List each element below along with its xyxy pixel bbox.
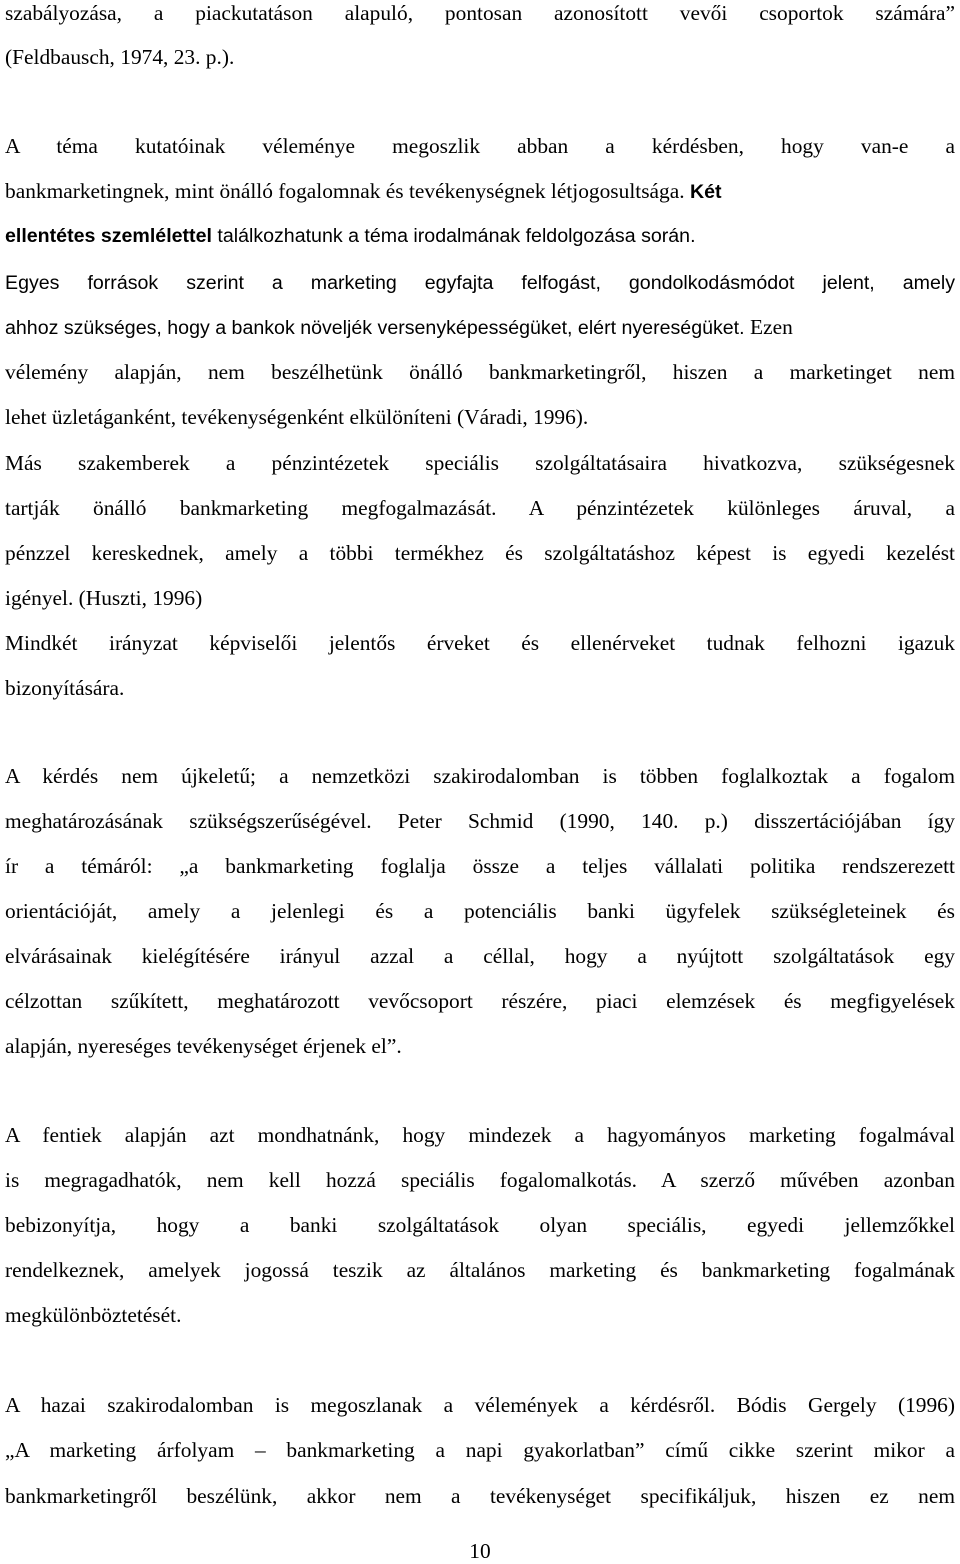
text-line: célzottan szűkített, meghatározott vevőcsoport részére, piaci elemzések és megfigyelések [5, 989, 955, 1013]
text-line: Más szakemberek a pénzintézetek speciális szolgáltatásaira hivatkozva, szükségesnek [5, 451, 955, 475]
page-number: 10 [469, 1539, 491, 1563]
text-line: Egyes források szerint a marketing egyfajta felfogást, gondolkodásmódot jelent, amely [5, 272, 955, 294]
text-line: is megragadhatók, nem kell hozzá speciális fogalomalkotás. A szerző művében azonban [5, 1168, 955, 1192]
text-line: bankmarketingnek, mint önálló fogalomnak és tevékenységnek létjogosultsága. Két [5, 179, 722, 203]
text-line: ahhoz szükséges, hogy a bankok növeljék versenyképességüket, elért nyereségüket. Ezen [5, 315, 793, 339]
text-line: Mindkét irányzat képviselői jelentős érveket és ellenérveket tudnak felhozni igazuk [5, 631, 955, 655]
text-line: vélemény alapján, nem beszélhetünk önálló bankmarketingről, hiszen a marketinget nem [5, 360, 955, 384]
text-line: bankmarketingről beszélünk, akkor nem a tevékenységet specifikáljuk, hiszen ez nem [5, 1484, 955, 1508]
text-line: alapján, nyereséges tevékenységet érjenek el”. [5, 1034, 402, 1058]
text-line: bizonyítására. [5, 676, 125, 700]
text-line: orientációját, amely a jelenlegi és a potenciális banki ügyfelek szükségleteinek és [5, 899, 955, 923]
text-line: rendelkeznek, amelyek jogossá teszik az általános marketing és bankmarketing fogalmának [5, 1258, 955, 1282]
bold-phrase: ellentétes szemlélettel [5, 225, 212, 247]
text-line: A hazai szakirodalomban is megoszlanak a vélemények a kérdésről. Bódis Gergely (1996) [5, 1393, 955, 1417]
text-line: A fentiek alapján azt mondhatnánk, hogy mindezek a hagyományos marketing fogalmával [5, 1123, 955, 1147]
text-line: meghatározásának szükségszerűségével. Peter Schmid (1990, 140. p.) disszertációjában így [5, 809, 955, 833]
text-line: tartják önálló bankmarketing megfogalmazását. A pénzintézetek különleges áruval, a [5, 496, 955, 520]
text-line: szabályozása, a piackutatáson alapuló, pontosan azonosított vevői csoportok számára” [5, 1, 955, 25]
text-line: A téma kutatóinak véleménye megoszlik abban a kérdésben, hogy van-e a [5, 134, 955, 158]
text-line: lehet üzletáganként, tevékenységenként elkülöníteni (Váradi, 1996). [5, 405, 589, 429]
text-line: A kérdés nem újkeletű; a nemzetközi szakirodalomban is többen foglalkoztak a fogalom [5, 764, 955, 788]
text-line: megkülönböztetését. [5, 1303, 182, 1327]
text-line: elvárásainak kielégítésére irányul azzal a céllal, hogy a nyújtott szolgáltatások egy [5, 944, 955, 968]
text-line: ellentétes szemlélettel találkozhatunk a téma irodalmának feldolgozása során. [5, 225, 696, 247]
text-line: igényel. (Huszti, 1996) [5, 586, 203, 610]
text-line: „A marketing árfolyam – bankmarketing a napi gyakorlatban” című cikke szerint mikor a [5, 1438, 955, 1462]
bold-phrase: Két [689, 181, 722, 203]
text-line: bebizonyítja, hogy a banki szolgáltatások olyan speciális, egyedi jellemzőkkel [5, 1213, 955, 1237]
text-line: ír a témáról: „a bankmarketing foglalja össze a teljes vállalati politika rendszerezett [5, 854, 955, 878]
text-line: pénzzel kereskednek, amely a többi termékhez és szolgáltatáshoz képest is egyedi kezelést [5, 541, 955, 565]
text-line: (Feldbausch, 1974, 23. p.). [5, 45, 235, 69]
